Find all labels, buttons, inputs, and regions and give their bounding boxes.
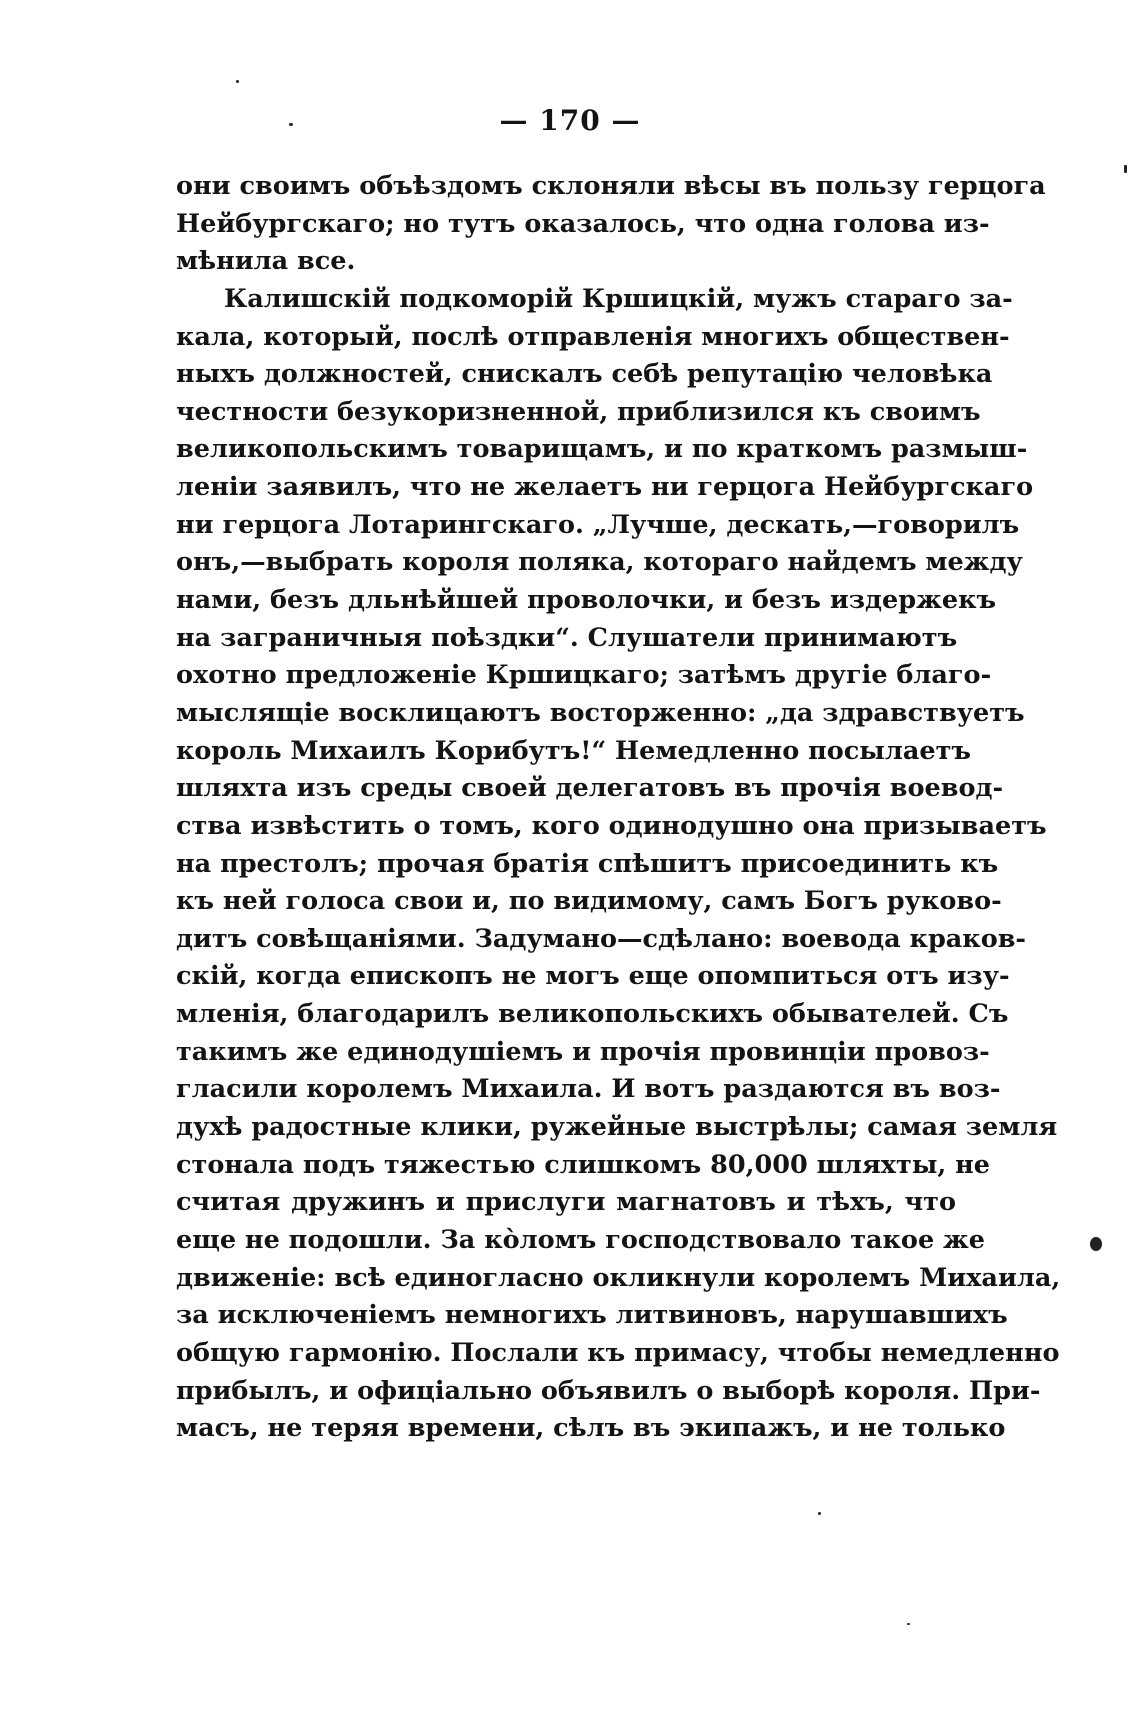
ink-speck	[907, 1623, 910, 1625]
text-line: Калишскій подкоморій Кршицкій, мужъ стараго за-	[224, 283, 1013, 314]
text-line: дитъ совѣщаніями. Задумано—сдѣлано: воевода краков-	[176, 923, 1027, 954]
text-line: мленія, благодарилъ великопольскихъ обывателей. Съ	[176, 999, 1009, 1030]
text-line: онъ,—выбрать короля поляка, котораго найдемъ между	[176, 547, 1023, 578]
text-line: общую гармонію. Послали къ примасу, чтобы немедленно	[176, 1337, 1060, 1368]
page-number: — 170 —	[499, 104, 641, 137]
text-line: честности безукоризненной, приблизился къ своимъ	[176, 396, 981, 427]
text-line: духѣ радостные клики, ружейные выстрѣлы; самая земля	[176, 1112, 1058, 1143]
text-line: шляхта изъ среды своей делегатовъ въ прочія воевод-	[176, 773, 1004, 804]
ink-speck	[289, 123, 293, 126]
ink-speck	[1124, 165, 1127, 173]
ink-speck	[818, 1512, 821, 1515]
text-line: гласили королемъ Михаила. И вотъ раздаются въ воз-	[176, 1074, 1001, 1105]
text-line: они своимъ объѣздомъ склоняли вѣсы въ пользу герцога	[176, 171, 1046, 201]
text-line: кала, который, послѣ отправленія многихъ обществен-	[176, 321, 1010, 352]
text-line: стонала подъ тяжестью слишкомъ 80,000 шляхты, не	[176, 1149, 991, 1180]
text-line: мыслящіе восклицаютъ восторженно: „да здравствуетъ	[176, 697, 1025, 728]
ink-dot	[1090, 1237, 1102, 1251]
text-line: ства извѣстить о томъ, кого одинодушно она призываетъ	[176, 810, 1047, 841]
text-line: Нейбургскаго; но тутъ оказалось, что одна голова из-	[176, 208, 990, 239]
text-line: прибылъ, и офиціально объявилъ о выборѣ короля. При-	[176, 1375, 1041, 1406]
text-line: ни герцога Лотарингскаго. „Лучше, дескать,—говорилъ	[176, 509, 1020, 540]
text-line: охотно предложеніе Кршицкаго; затѣмъ другіе благо-	[176, 660, 992, 691]
text-line: скій, когда епископъ не могъ еще опомпиться отъ изу-	[176, 961, 1010, 992]
body-text	[176, 168, 1061, 1448]
text-line: масъ, не теряя времени, сѣлъ въ экипажъ, и не только	[176, 1413, 1006, 1444]
text-line: еще не подошли. За кòломъ господствовало такое же	[176, 1224, 986, 1255]
ink-speck	[236, 80, 239, 83]
text-line: къ ней голоса свои и, по видимому, самъ Богъ руково-	[176, 886, 1002, 917]
text-line: нами, безъ дльнѣйшей проволочки, и безъ издержекъ	[176, 585, 997, 616]
text-line: движеніе: всѣ единогласно окликнули королемъ Михаила,	[176, 1262, 1061, 1293]
text-line: король Михаилъ Корибутъ!“ Немедленно посылаетъ	[176, 735, 971, 766]
text-line: на заграничныя поѣздки“. Слушатели принимаютъ	[176, 622, 958, 653]
text-line: мѣнила все.	[176, 246, 356, 277]
text-line: великопольскимъ товарищамъ, и по краткомъ размыш-	[176, 434, 1028, 465]
text-line: леніи заявилъ, что не желаетъ ни герцога Нейбургскаго	[176, 472, 1034, 503]
text-line: такимъ же единодушіемъ и прочія провинціи провоз-	[176, 1036, 990, 1067]
text-line: ныхъ должностей, снискалъ себѣ репутацію человѣка	[176, 359, 993, 390]
text-line: на престолъ; прочая братія спѣшитъ присоединить къ	[176, 848, 999, 879]
text-line: считая дружинъ и прислуги магнатовъ и тѣхъ, что	[176, 1187, 956, 1218]
text-line: за исключеніемъ немногихъ литвиновъ, нарушавшихъ	[176, 1300, 1008, 1331]
